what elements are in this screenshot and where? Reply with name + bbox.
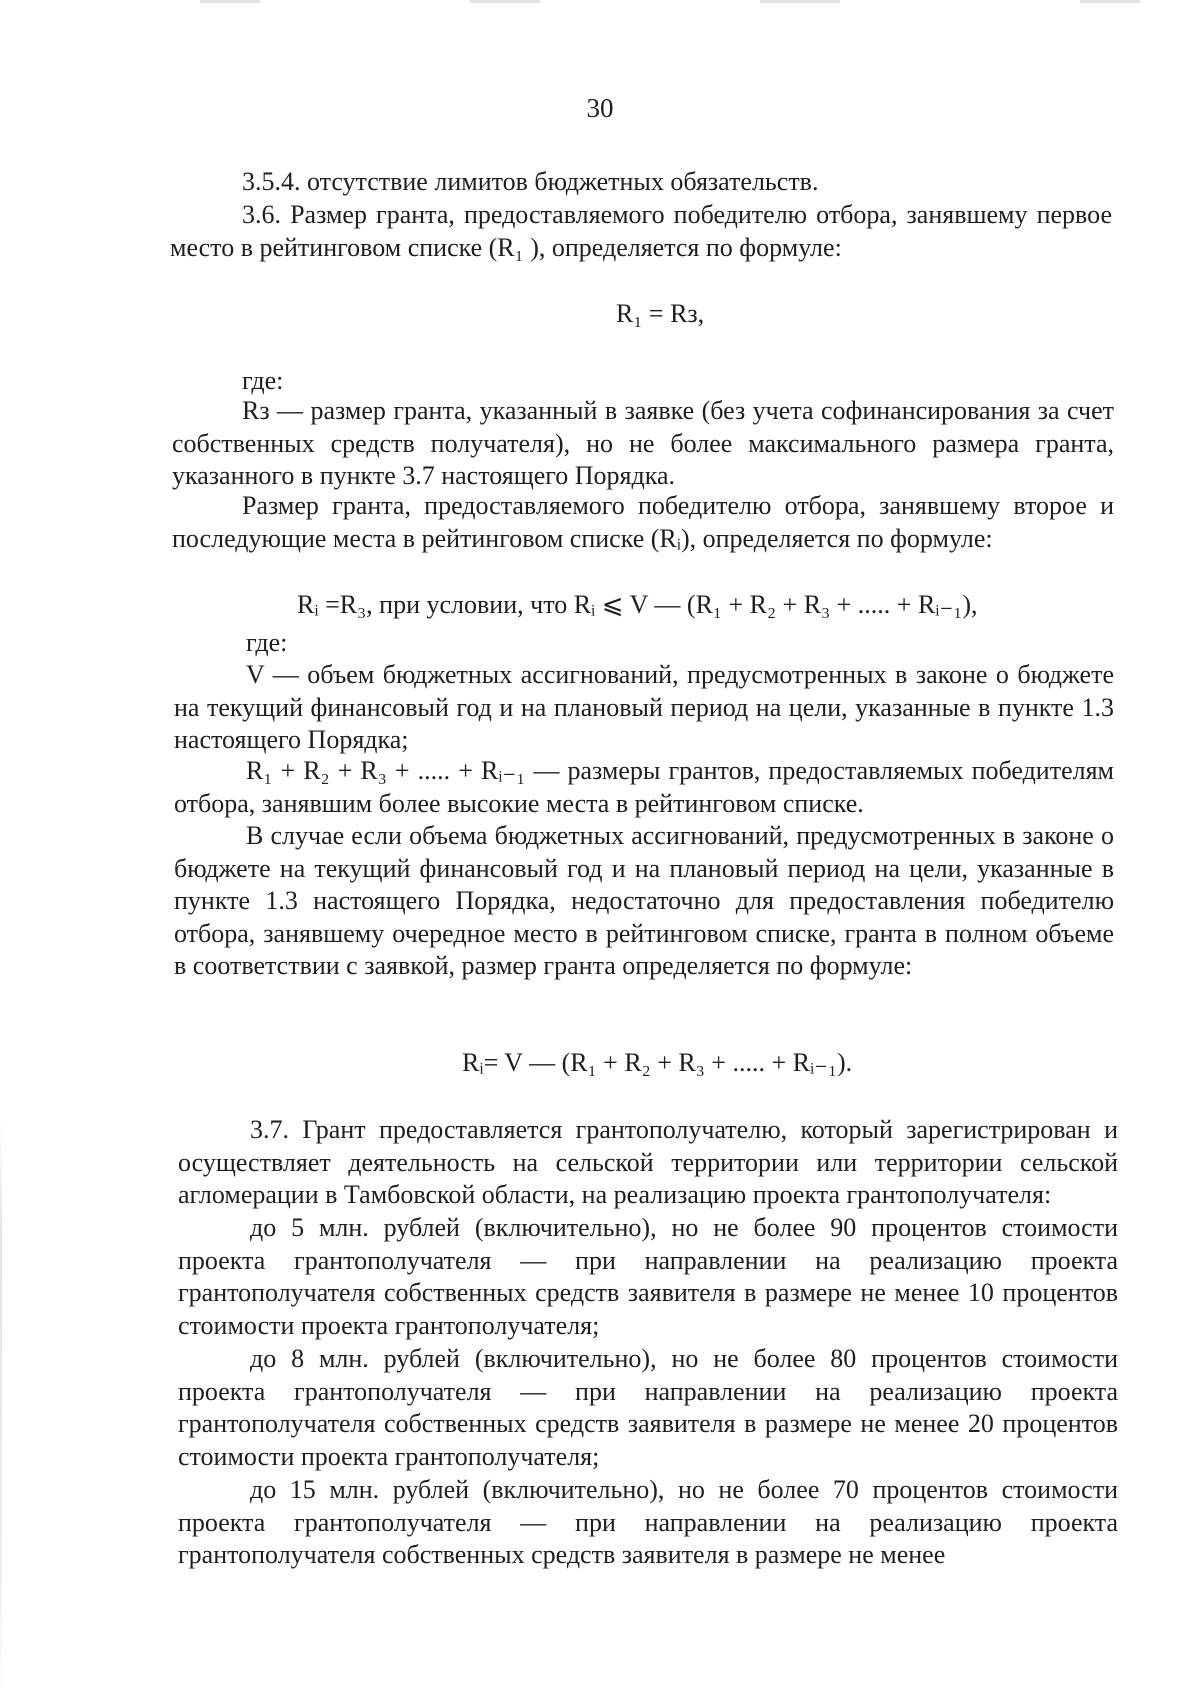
where-label: где: — [246, 628, 288, 657]
paragraph-rz-definition: Rз — размер гранта, указанный в заявке (без учета софинансирования за счет собственных средств получателя), но не более максимального размера гранта, указанного в пункте 3.7 настоящего Порядка. — [172, 396, 1114, 490]
paragraph-ri-intro: Размер гранта, предоставляемого победителю отбора, занявшему второе и последующие места в рейтинговом списке (Rᵢ), определяется по формуле: — [172, 491, 1114, 553]
formula-ri-remaining: Rᵢ= V — (R₁ + R₂ + R₃ + ..... + Rᵢ₋₁). — [462, 1048, 853, 1077]
paragraph-insufficient-case: В случае если объема бюджетных ассигнований, предусмотренных в законе о бюджете на текущий финансовый год и на плановый период на цели, указанные в пункте 1.3 настоящего Порядка, недостаточно для предоставления победителю отбора, занявшему очередное место в рейтинговом списке, гранта в полном объеме в соответствии с заявкой, размер гранта определяется по формуле: — [174, 821, 1114, 980]
paragraph-3-7: 3.7. Грант предоставляется грантополучателю, который зарегистрирован и осуществляет деятельность на сельской территории или территории сельской агломерации в Тамбовской области, на реализацию проекта грантополучателя: — [178, 1115, 1118, 1209]
where-label: где: — [242, 366, 284, 395]
paragraph-3-6: 3.6. Размер гранта, предоставляемого победителю отбора, занявшему первое место в рейтинговом списке (R₁ ), определяется по формуле: — [170, 200, 1112, 262]
scan-edge-shadow — [0, 1120, 2, 1697]
scan-artifact — [200, 0, 260, 3]
paragraph-grant-15mln: до 15 млн. рублей (включительно), но не более 70 процентов стоимости проекта грантополучателя — при направлении на реализацию проекта грантополучателя собственных средств заявителя в размере не менее — [178, 1475, 1118, 1569]
scan-artifact — [760, 0, 840, 3]
paragraph-sum-definition: R₁ + R₂ + R₃ + ..... + Rᵢ₋₁ — размеры грантов, предоставляемых победителям отбора, занявшим более высокие места в рейтинговом списке. — [174, 756, 1114, 818]
formula-r1: R₁ = Rз, — [616, 299, 705, 328]
page-number: 30 — [586, 93, 614, 123]
paragraph-v-definition: V — объем бюджетных ассигнований, предусмотренных в законе о бюджете на текущий финансовый год и на плановый период на цели, указанные в пункте 1.3 настоящего Порядка; — [174, 660, 1114, 754]
paragraph-3-5-4: 3.5.4. отсутствие лимитов бюджетных обязательств. — [242, 167, 819, 196]
scan-artifact — [1080, 0, 1140, 3]
paragraph-grant-8mln: до 8 млн. рублей (включительно), но не более 80 процентов стоимости проекта грантополучателя — при направлении на реализацию проекта грантополучателя собственных средств заявителя в размере не менее 20 процентов стоимости проекта грантополучателя; — [178, 1344, 1118, 1471]
paragraph-grant-5mln: до 5 млн. рублей (включительно), но не более 90 процентов стоимости проекта грантополучателя — при направлении на реализацию проекта грантополучателя собственных средств заявителя в размере не менее 10 процентов стоимости проекта грантополучателя; — [178, 1213, 1118, 1340]
formula-ri-condition: Rᵢ =R₃, при условии, что Rᵢ ⩽ V — (R₁ + R₂ + R₃ + ..... + Rᵢ₋₁), — [297, 590, 978, 619]
scan-artifact — [470, 0, 540, 3]
